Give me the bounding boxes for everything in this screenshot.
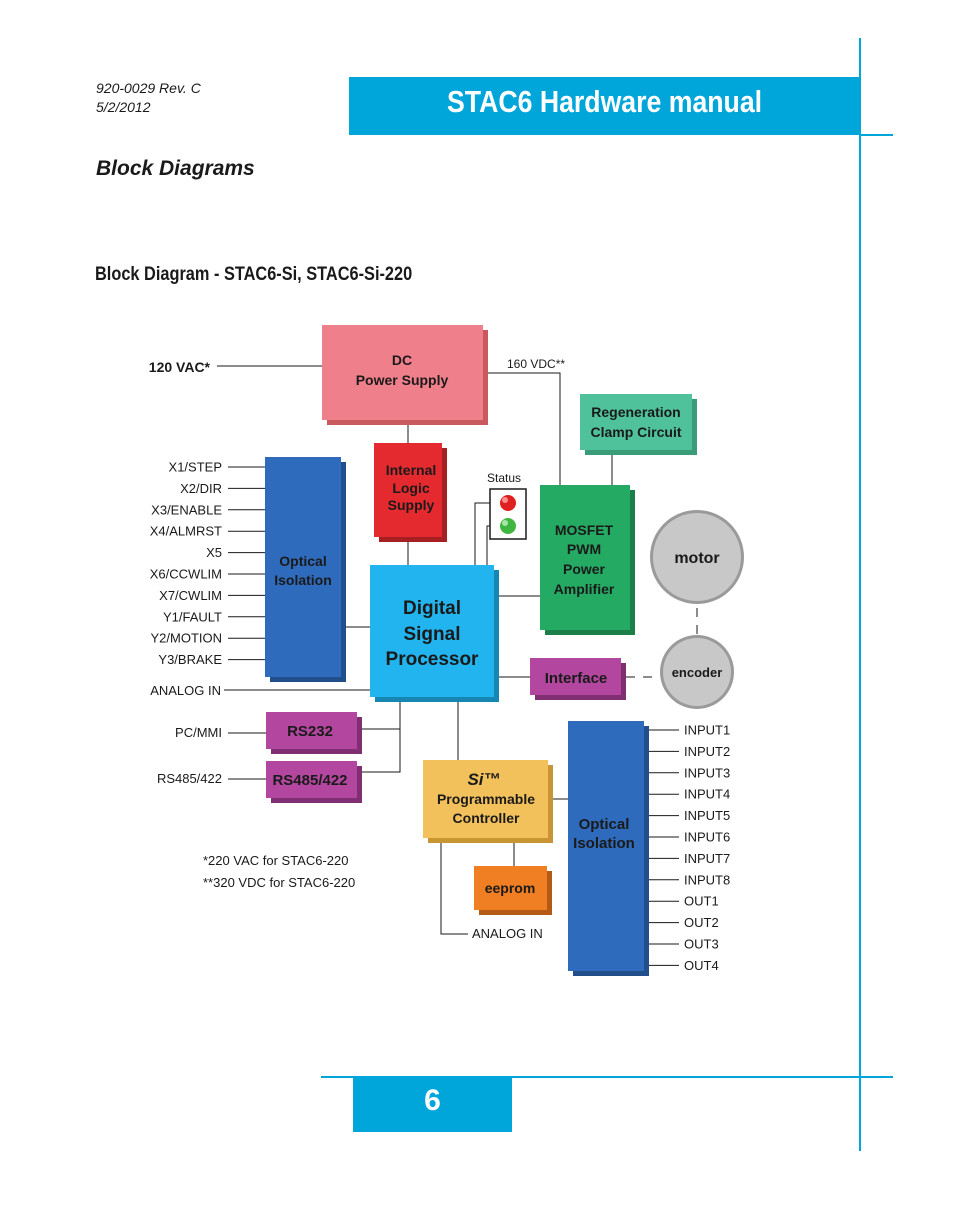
logic-line2: Logic xyxy=(392,480,430,496)
right-io-signal-label: INPUT7 xyxy=(684,850,731,866)
right-io-signal-label: INPUT8 xyxy=(684,872,731,888)
rs485-block xyxy=(266,761,362,803)
analog-in-left-label: ANALOG IN xyxy=(150,683,221,698)
si-line1: Programmable xyxy=(436,791,536,807)
figure-title: Block Diagram - STAC6-Si, STAC6-Si-220 xyxy=(95,264,413,285)
mosfet-line1: MOSFET xyxy=(554,522,614,538)
interface-label: Interface xyxy=(544,670,608,687)
mosfet-line4: Amplifier xyxy=(553,581,615,597)
footnote-1: *220 VAC for STAC6-220 xyxy=(203,853,349,868)
right-io-signal-label: INPUT5 xyxy=(684,808,731,824)
status-led-green xyxy=(500,518,516,534)
dsp-line1: Digital xyxy=(402,598,462,619)
status-led-red xyxy=(500,495,516,511)
si-logo: Si™ xyxy=(467,770,501,789)
left-io-signal-label: Y3/BRAKE xyxy=(158,652,222,668)
motor-label: motor xyxy=(674,550,720,567)
footnote-2: **320 VDC for STAC6-220 xyxy=(203,875,356,890)
status-indicator xyxy=(487,471,526,539)
regen-line1: Regeneration xyxy=(591,404,681,420)
document-date: 5/2/2012 xyxy=(96,99,151,115)
rs485-block-label: RS485/422 xyxy=(272,772,348,789)
dc-bus-label: 160 VDC** xyxy=(507,357,566,371)
eeprom-label: eeprom xyxy=(484,880,536,896)
dc-power-supply-block xyxy=(322,325,488,425)
right-io-signal-label: INPUT3 xyxy=(684,765,731,781)
optical-right-line2: Isolation xyxy=(573,835,635,852)
motor-block xyxy=(650,510,744,604)
eeprom-block xyxy=(474,866,552,915)
right-io-signal-label: OUT2 xyxy=(684,915,719,931)
rs485-input-label: RS485/422 xyxy=(156,771,222,786)
regen-line2: Clamp Circuit xyxy=(590,424,682,440)
analog-in-bottom-label: ANALOG IN xyxy=(472,926,543,941)
section-title: Block Diagrams xyxy=(96,157,255,180)
pc-mmi-label: PC/MMI xyxy=(175,725,222,740)
left-io-signal-label: X7/CWLIM xyxy=(159,587,222,603)
dc-power-supply-line1: DC xyxy=(391,352,413,368)
logic-line3: Supply xyxy=(387,497,435,513)
status-label: Status xyxy=(486,471,522,485)
optical-right-line1: Optical xyxy=(578,816,630,833)
left-io-signal-label: X5 xyxy=(206,545,222,561)
interface-block xyxy=(530,658,626,700)
left-io-signal-label: Y2/MOTION xyxy=(150,630,222,646)
left-io-signal-label: X3/ENABLE xyxy=(151,502,222,518)
right-io-signal-label: OUT1 xyxy=(684,893,719,909)
logic-line1: Internal xyxy=(385,462,437,478)
mosfet-amplifier-block xyxy=(540,485,635,635)
optical-left-line1: Optical xyxy=(279,553,327,569)
optical-left-line2: Isolation xyxy=(274,572,332,588)
encoder-label: encoder xyxy=(671,665,723,680)
si-controller-block xyxy=(423,760,553,843)
rs232-block xyxy=(266,712,362,754)
dsp-line3: Processor xyxy=(385,649,479,670)
document-number: 920-0029 Rev. C xyxy=(96,80,201,96)
right-io-labels xyxy=(684,723,730,973)
left-io-signal-label: X1/STEP xyxy=(168,459,222,475)
right-io-signal-label: OUT3 xyxy=(684,936,719,952)
optical-isolation-right-block xyxy=(568,721,649,976)
dc-power-supply-line2: Power Supply xyxy=(355,372,449,388)
right-io-signal-label: INPUT1 xyxy=(684,722,731,738)
right-io-signal-label: INPUT6 xyxy=(684,829,731,845)
left-io-signal-label: X4/ALMRST xyxy=(149,523,222,539)
ac-input-label: 120 VAC* xyxy=(148,359,210,375)
regeneration-clamp-block xyxy=(580,394,697,455)
left-io-signal-label: Y1/FAULT xyxy=(162,609,222,625)
dsp-line2: Signal xyxy=(403,624,461,645)
right-io-signal-label: INPUT4 xyxy=(684,786,731,802)
optical-isolation-left-block xyxy=(265,457,346,682)
rs232-label: RS232 xyxy=(287,723,333,740)
encoder-block xyxy=(660,635,734,709)
left-io-labels xyxy=(150,460,223,668)
left-io-signal-label: X6/CCWLIM xyxy=(149,566,222,582)
mosfet-line3: Power xyxy=(562,561,606,577)
page-number-box xyxy=(353,1077,512,1132)
right-io-signal-label: OUT4 xyxy=(684,957,719,973)
si-line2: Controller xyxy=(452,810,520,826)
left-io-lines xyxy=(228,467,265,660)
internal-logic-supply-block xyxy=(374,443,447,542)
right-io-lines xyxy=(644,730,679,965)
manual-title: STAC6 Hardware manual xyxy=(447,84,763,119)
left-io-signal-label: X2/DIR xyxy=(180,480,222,496)
page-number: 6 xyxy=(424,1084,441,1117)
mosfet-line2: PWM xyxy=(566,541,602,557)
dsp-block xyxy=(370,565,499,702)
right-io-signal-label: INPUT2 xyxy=(684,743,731,759)
